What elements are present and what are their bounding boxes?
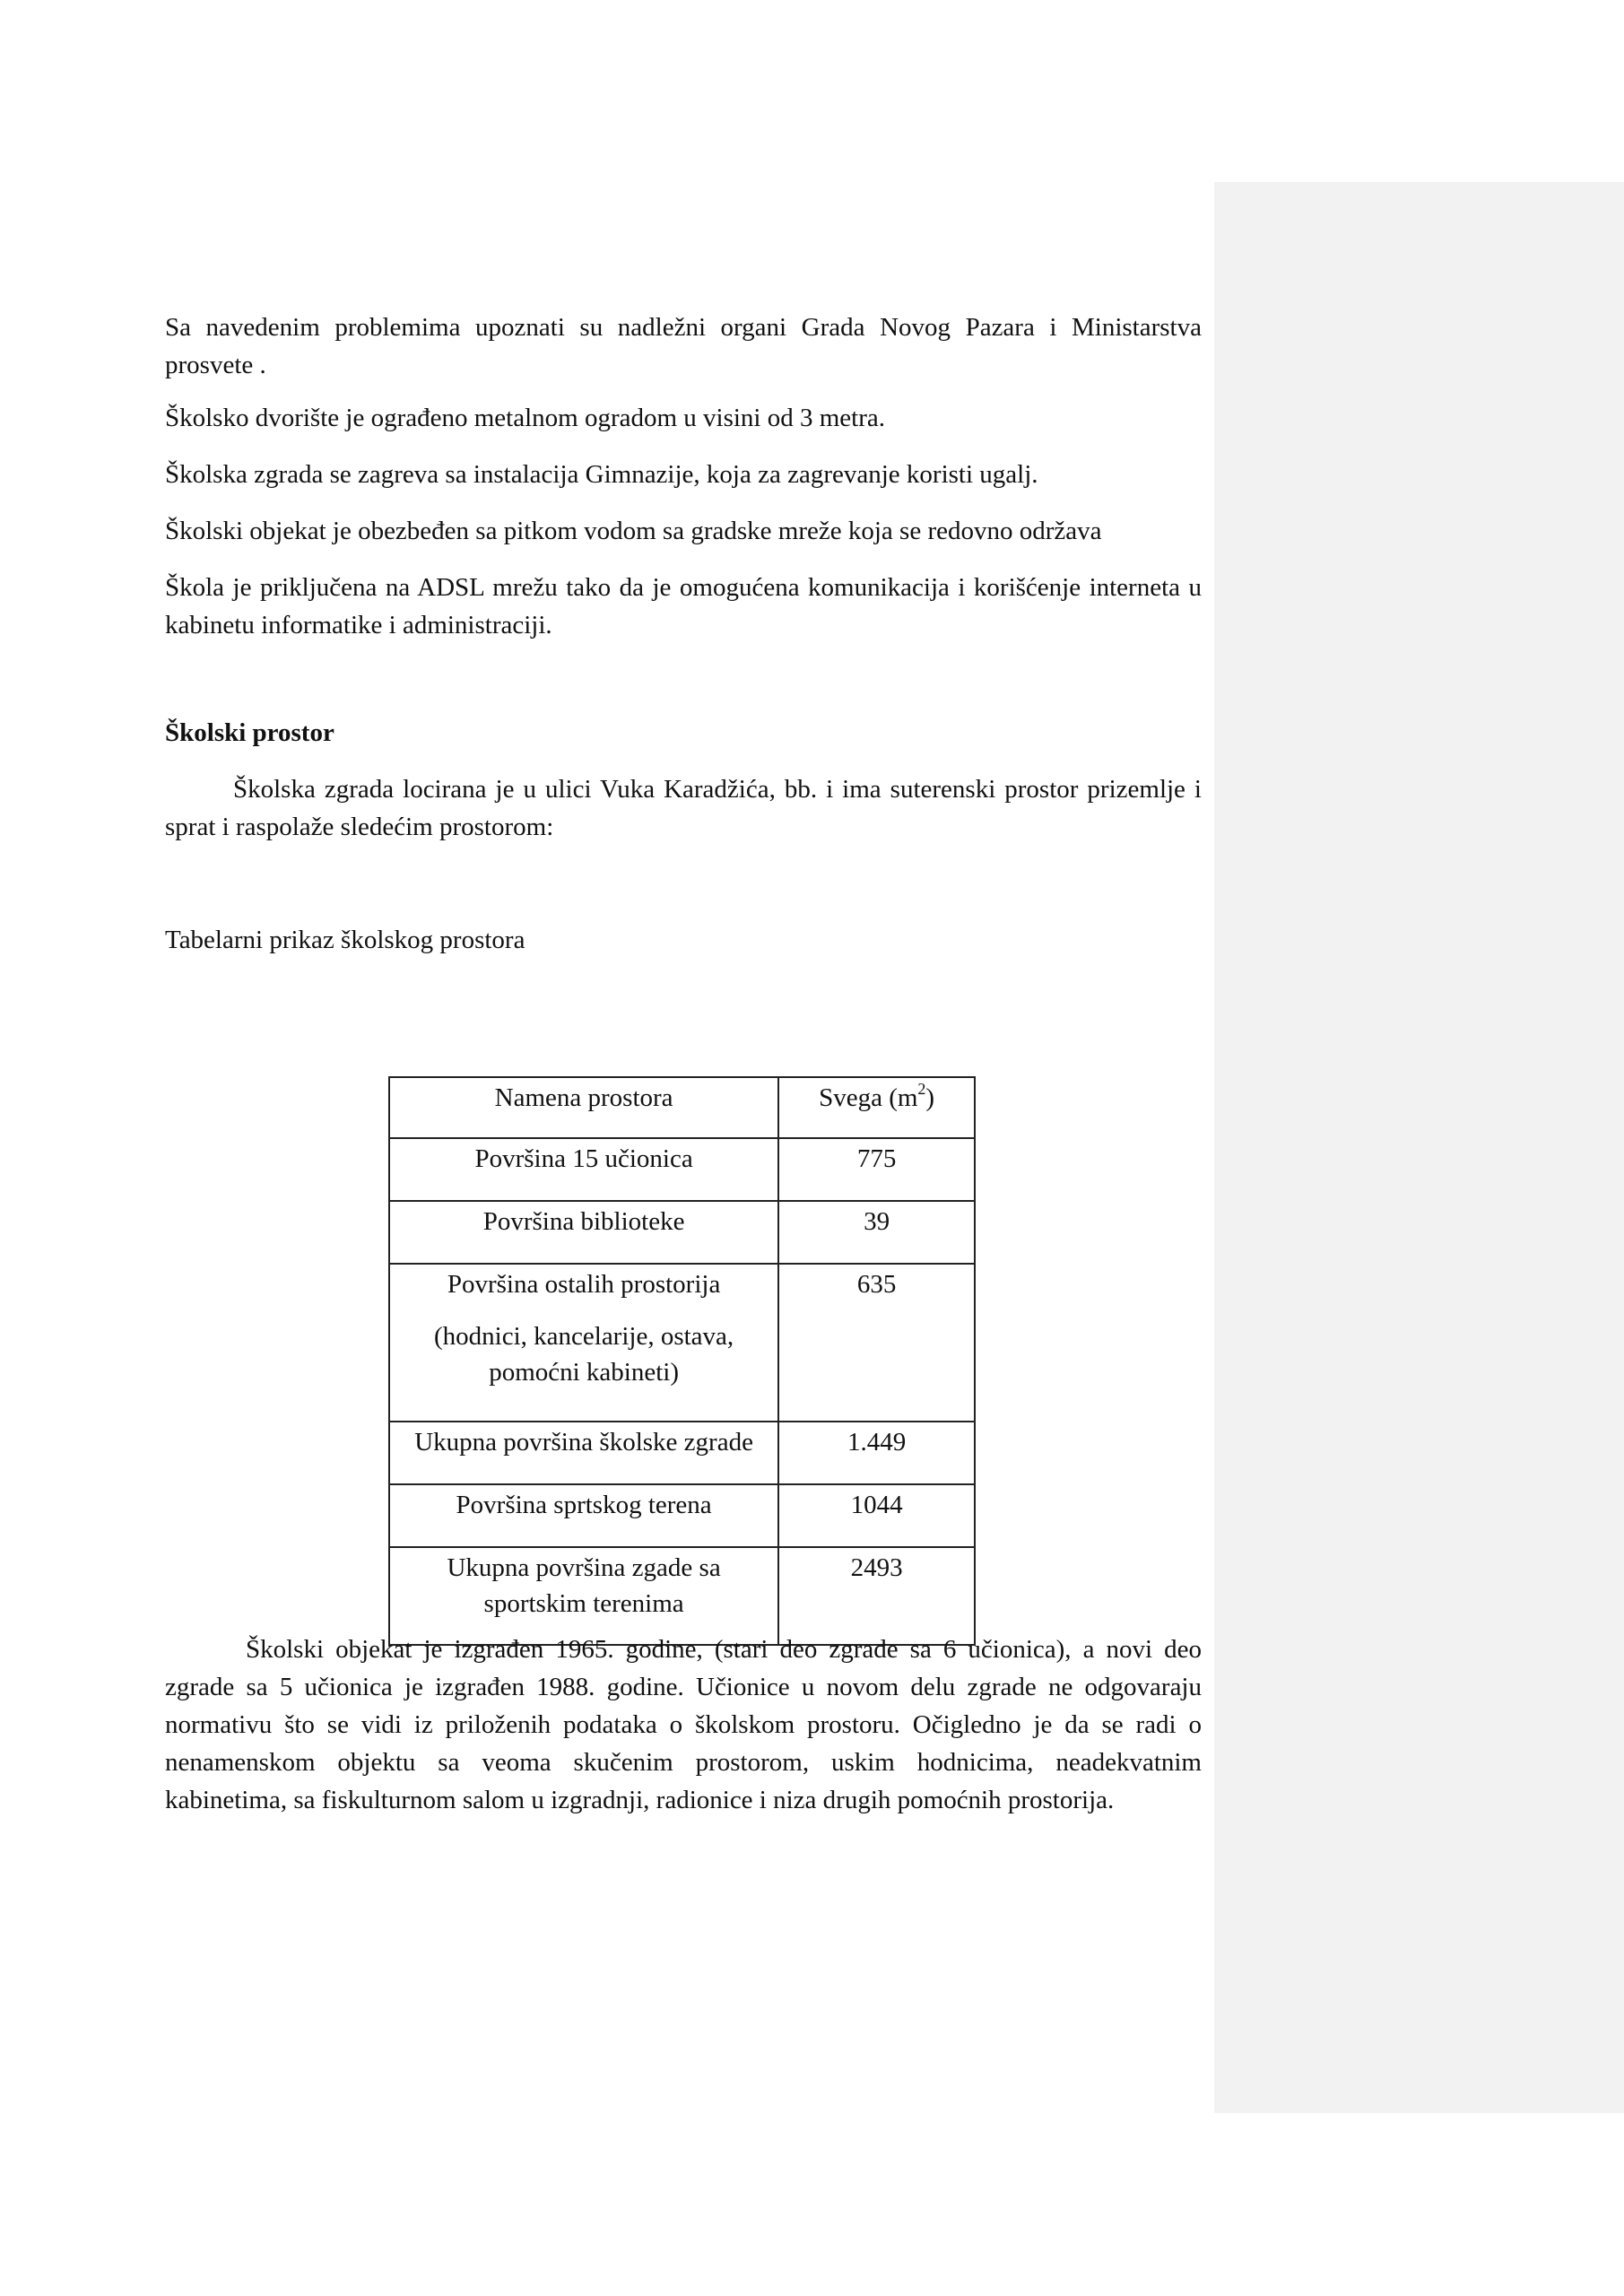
row-value-cell: 39 [778,1201,975,1264]
header-total-superscript: 2 [917,1080,926,1099]
header-cell-purpose: Namena prostora [389,1077,778,1138]
table-caption: Tabelarni prikaz školskog prostora [165,926,525,954]
table-row [389,1264,975,1422]
table-row [389,1484,975,1547]
table-row [389,1201,975,1264]
row-name-cell [389,1264,778,1422]
row-name-note: (hodnici, kancelarije, ostava, pomoćni kabineti) [434,1322,734,1387]
section-heading: Školski prostor [165,718,334,747]
row-name-cell: Površina biblioteke [389,1201,778,1264]
paragraph-authorities: Sa navedenim problemima upoznati su nadležni organi Grada Novog Pazara i Ministarstva prosvete . [165,313,1202,379]
document-body-top [165,309,1202,959]
row-value-cell: 1044 [778,1484,975,1547]
paragraph-adsl-internet: Škola je priključena na ADSL mrežu tako da je omogućena komunikacija i korišćenje interneta u kabinetu informatike i administraciji. [165,573,1202,639]
document-body-bottom [165,1631,1202,1819]
row-name-cell: Površina sprtskog terena [389,1484,778,1547]
header-total-close: ) [925,1083,935,1112]
row-name-cell: Površina 15 učionica [389,1138,778,1201]
paragraph-building-location: Školska zgrada locirana je u ulici Vuka Karadžića, bb. i ima suterenski prostor prizemlje i sprat i raspolaže sledećim prostorom: [165,775,1202,841]
row-value-cell: 2493 [778,1547,975,1645]
row-value-cell: 775 [778,1138,975,1201]
row-value-cell: 1.449 [778,1422,975,1484]
row-name-cell: Ukupna površina zgade sa sportskim terenima [389,1547,778,1645]
table-row [389,1138,975,1201]
paragraph-heating: Školska zgrada se zagreva sa instalacija Gimnazije, koja za zagrevanje koristi ugalj. [165,460,1038,489]
row-name-cell: Ukupna površina školske zgrade [389,1422,778,1484]
row-name-text: Površina ostalih prostorija [447,1270,721,1299]
header-total-label: Svega (m [819,1083,918,1112]
header-cell-total [778,1077,975,1138]
paragraph-construction-history: Školski objekat je izgrađen 1965. godine, (stari deo zgrade sa 6 učionica), a novi deo zgrade sa 5 učionica je izgrađen 1988. godine. Učionice u novom delu zgrade ne odgovaraju normativu što se vidi iz priloženih podataka o školskom prostoru. Očigledno je da se radi o nenamenskom objektu sa veoma skučenim prostorom, uskim hodnicima, neadekvatnim kabinetima, sa fiskulturnom salom u izgradnji, radionice i niza drugih pomoćnih prostorija. [165,1635,1202,1814]
paragraph-water-supply: Školski objekat je obezbeđen sa pitkom vodom sa gradske mreže koja se redovno održava [165,517,1102,545]
row-value-cell: 635 [778,1264,975,1422]
comment-margin-panel [1214,182,1624,2113]
table-row [389,1422,975,1484]
paragraph-yard-fence: Školsko dvorište je ograđeno metalnom ogradom u visini od 3 metra. [165,404,886,432]
table-header-row [389,1077,975,1138]
school-space-table [388,1076,976,1646]
